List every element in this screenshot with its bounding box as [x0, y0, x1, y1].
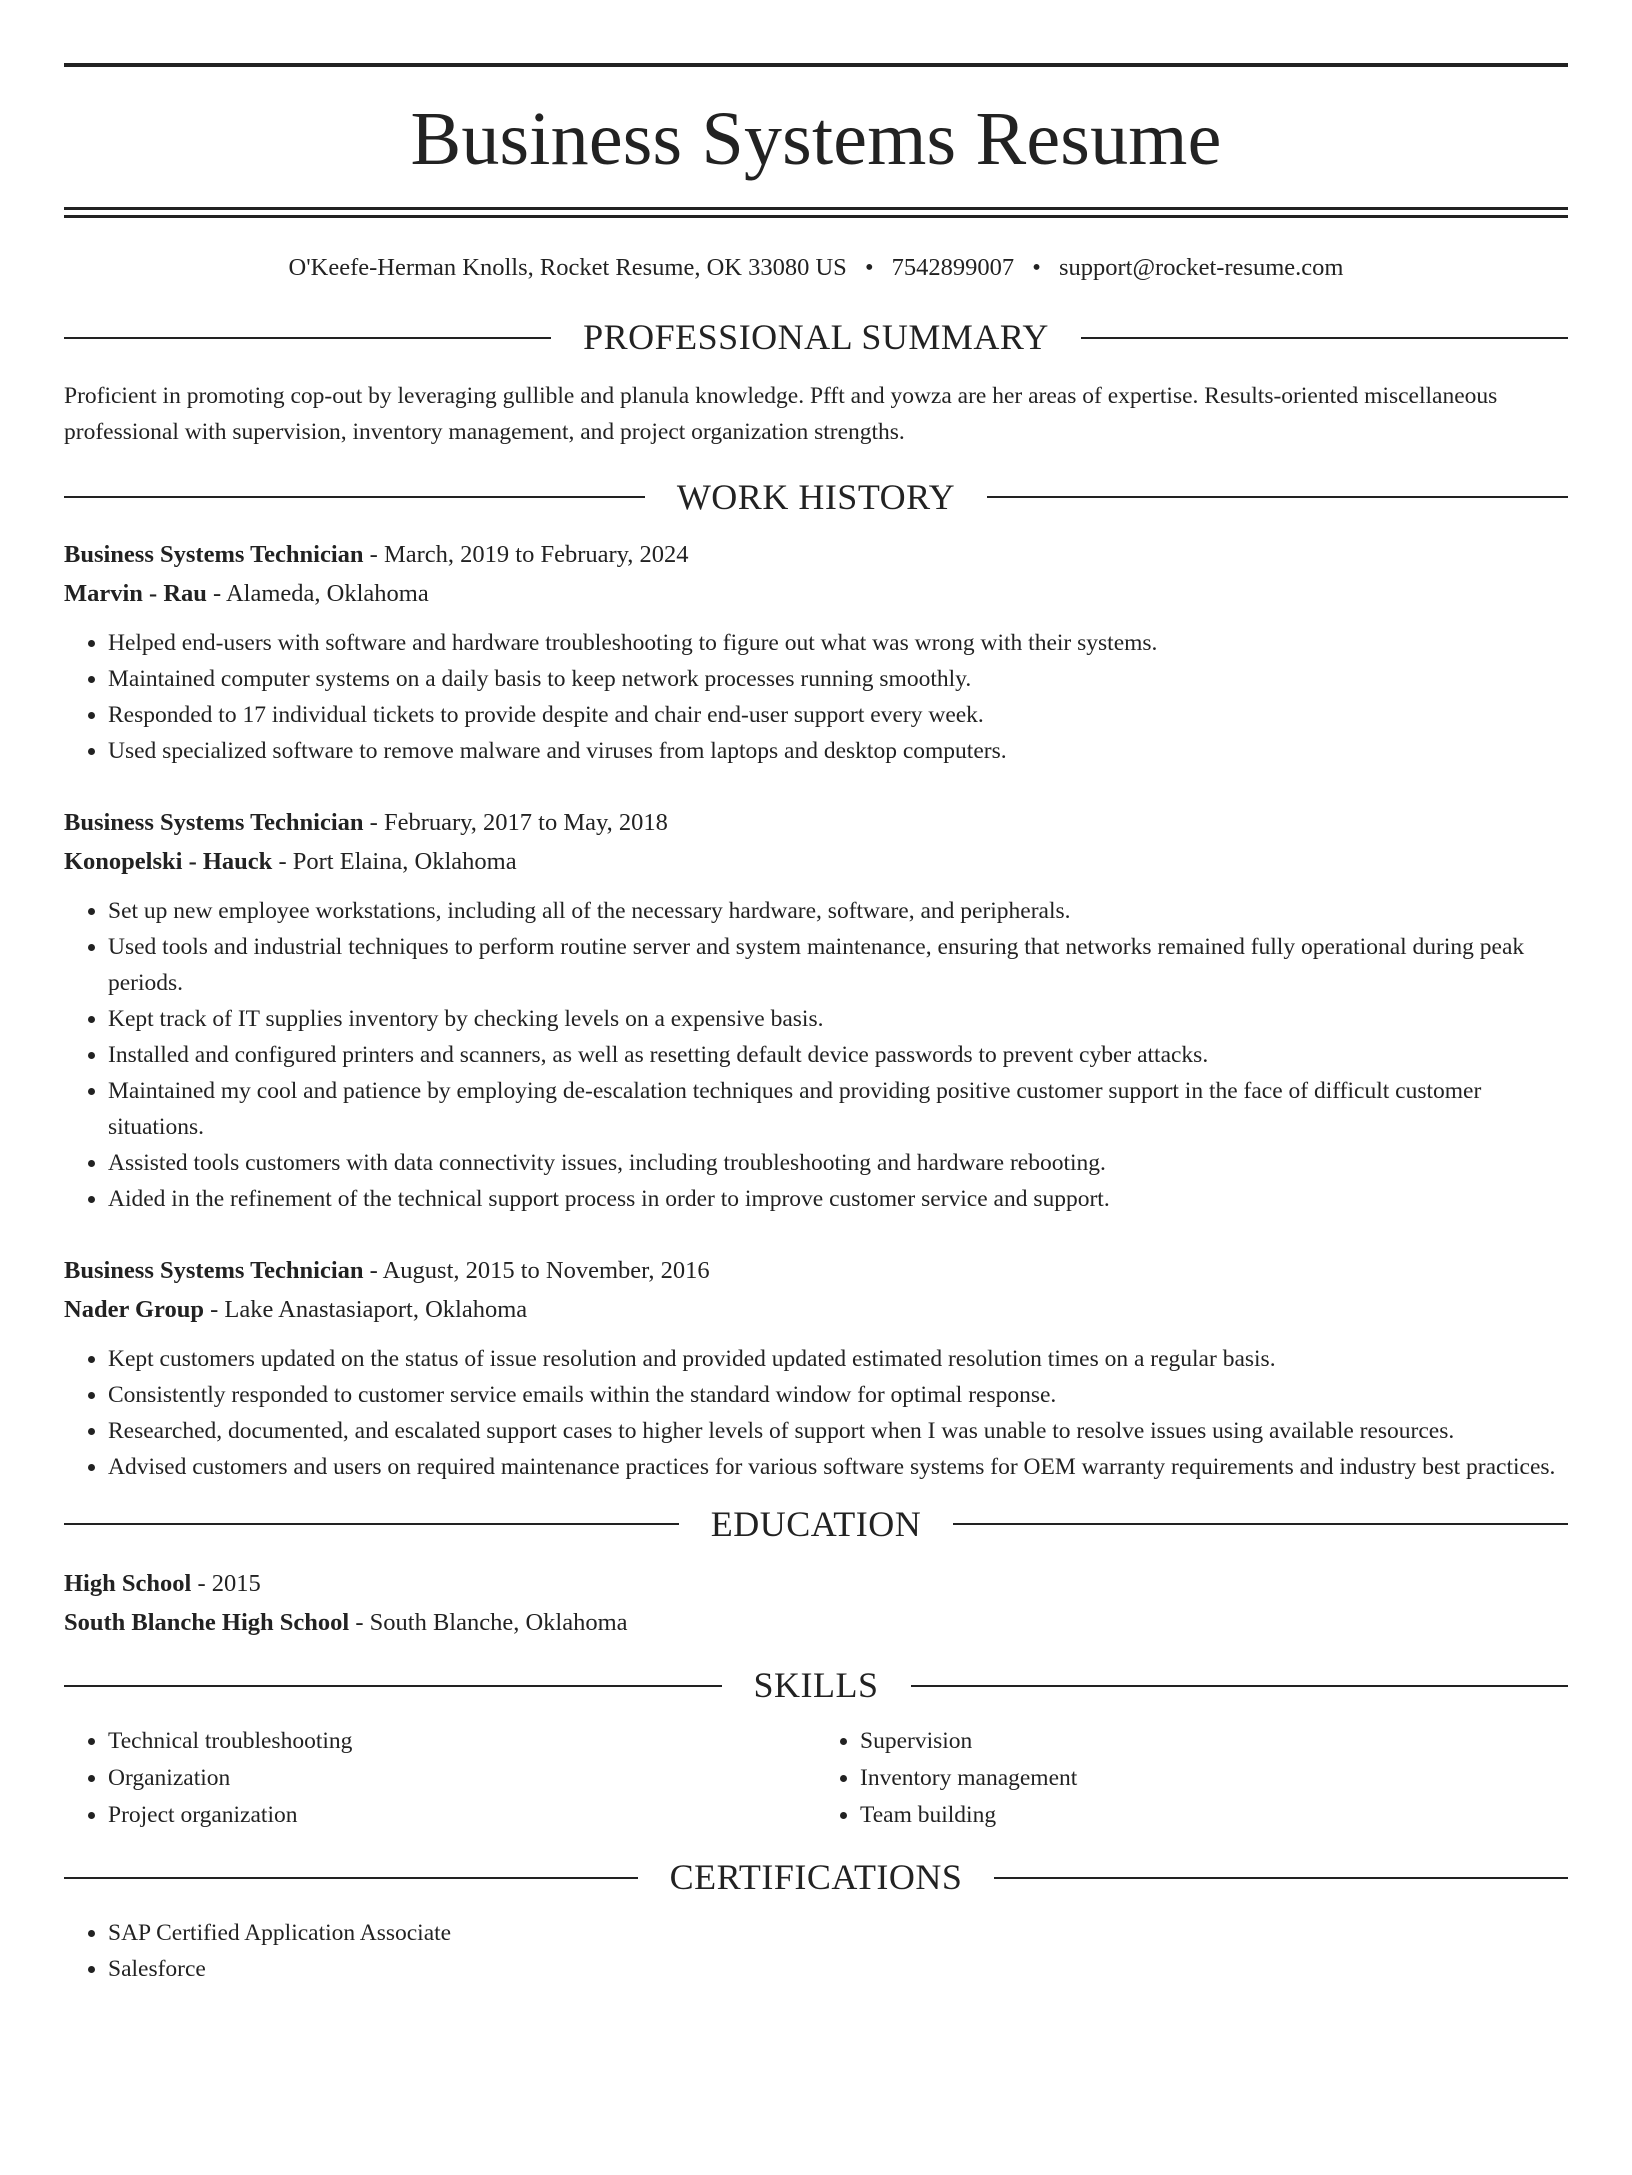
list-item: • Responded to 17 individual tickets to provide despite and chair end-user support every week. — [108, 697, 1568, 733]
section-rule-right — [953, 1523, 1568, 1525]
education-school: South Blanche High School — [64, 1608, 350, 1636]
contact-address: O'Keefe-Herman Knolls, Rocket Resume, OK 33080 US — [288, 254, 847, 281]
list-item: • Maintained my cool and patience by employing de-escalation techniques and providing positive customer support in the face of difficult customer situations. — [108, 1073, 1568, 1145]
list-item: • Supervision — [860, 1723, 1568, 1760]
list-item: • Inventory management — [860, 1760, 1568, 1797]
list-item: • Used tools and industrial techniques to perform routine server and system maintenance, ensuring that networks remained fully operational during peak periods. — [108, 929, 1568, 1001]
list-item: • Installed and configured printers and scanners, as well as resetting default device passwords to prevent cyber attacks. — [108, 1037, 1568, 1073]
job-dates: - February, 2017 to May, 2018 — [363, 808, 668, 836]
job-company: Nader Group — [64, 1295, 204, 1323]
list-item: • Consistently responded to customer service emails within the standard window for optimal response. — [108, 1377, 1568, 1413]
contact-separator: • — [864, 254, 874, 281]
list-item: • Aided in the refinement of the technical support process in order to improve customer service and support. — [108, 1181, 1568, 1217]
section-title-summary: PROFESSIONAL SUMMARY — [583, 317, 1049, 358]
section-header-summary — [64, 316, 1568, 359]
education-degree: High School — [64, 1569, 192, 1597]
list-item: • Kept track of IT supplies inventory by checking levels on a expensive basis. — [108, 1001, 1568, 1037]
section-rule-right — [911, 1685, 1569, 1687]
top-rule — [64, 63, 1568, 67]
section-rule-left — [64, 1523, 679, 1525]
section-rule-left — [64, 496, 645, 498]
list-item: • Team building — [860, 1797, 1568, 1834]
list-item: • Helped end-users with software and hardware troubleshooting to figure out what was wrong with their systems. — [108, 625, 1568, 661]
certifications-list — [64, 1915, 1568, 1987]
job-company-row — [64, 842, 1568, 881]
job-entry — [64, 1251, 1568, 1485]
education-entry — [64, 1564, 1568, 1642]
title-double-rule — [64, 207, 1568, 218]
section-rule-right — [1081, 337, 1568, 339]
list-item: • Kept customers updated on the status of issue resolution and provided updated estimated resolution times on a regular basis. — [108, 1341, 1568, 1377]
contact-phone: 7542899007 — [891, 254, 1015, 281]
section-rule-right — [994, 1877, 1568, 1879]
job-title: Business Systems Technician — [64, 808, 364, 836]
resume-page — [0, 63, 1632, 2175]
job-dates: - August, 2015 to November, 2016 — [363, 1256, 710, 1284]
skills-column-left — [64, 1723, 816, 1834]
job-title-row — [64, 535, 1568, 574]
skills-column-right — [816, 1723, 1568, 1834]
list-item: • SAP Certified Application Associate — [108, 1915, 1568, 1951]
certifications-items — [64, 1915, 1568, 1987]
job-title-row — [64, 803, 1568, 842]
list-item: • Technical troubleshooting — [108, 1723, 816, 1760]
list-item: • Maintained computer systems on a daily basis to keep network processes running smoothly. — [108, 661, 1568, 697]
education-location: - South Blanche, Oklahoma — [349, 1608, 628, 1636]
section-header-education — [64, 1503, 1568, 1546]
list-item: • Advised customers and users on required maintenance practices for various software systems for OEM warranty requirements and industry best practices. — [108, 1449, 1568, 1485]
section-rule-right — [987, 496, 1568, 498]
section-header-skills — [64, 1664, 1568, 1707]
list-item: • Researched, documented, and escalated support cases to higher levels of support when I was unable to resolve issues using available resources. — [108, 1413, 1568, 1449]
section-rule-left — [64, 1685, 722, 1687]
skills-grid — [64, 1723, 1568, 1834]
section-rule-left — [64, 337, 551, 339]
job-title: Business Systems Technician — [64, 540, 364, 568]
list-item: • Organization — [108, 1760, 816, 1797]
job-title-row — [64, 1251, 1568, 1290]
job-entry — [64, 803, 1568, 1217]
list-item: • Set up new employee workstations, including all of the necessary hardware, software, and peripherals. — [108, 893, 1568, 929]
list-item: • Used specialized software to remove malware and viruses from laptops and desktop computers. — [108, 733, 1568, 769]
job-entry — [64, 535, 1568, 769]
job-bullets — [64, 893, 1568, 1217]
section-title-certifications: CERTIFICATIONS — [669, 1857, 963, 1898]
job-location: - Lake Anastasiaport, Oklahoma — [204, 1295, 528, 1323]
list-item: • Salesforce — [108, 1951, 1568, 1987]
list-item: • Assisted tools customers with data connectivity issues, including troubleshooting and hardware rebooting. — [108, 1145, 1568, 1181]
section-rule-left — [64, 1877, 638, 1879]
job-title: Business Systems Technician — [64, 1256, 364, 1284]
section-title-skills: SKILLS — [753, 1664, 879, 1705]
education-school-row — [64, 1603, 1568, 1642]
contact-separator: • — [1032, 254, 1041, 281]
job-dates: - March, 2019 to February, 2024 — [363, 540, 689, 568]
job-company: Marvin - Rau — [64, 579, 207, 607]
list-item: • Project organization — [108, 1797, 816, 1834]
education-degree-row — [64, 1564, 1568, 1603]
job-company-row — [64, 574, 1568, 613]
section-title-education: EDUCATION — [710, 1503, 922, 1544]
contact-line — [64, 253, 1568, 282]
job-location: - Port Elaina, Oklahoma — [272, 847, 517, 875]
job-company: Konopelski - Hauck — [64, 847, 273, 875]
job-location: - Alameda, Oklahoma — [206, 579, 429, 607]
job-bullets — [64, 1341, 1568, 1485]
section-title-work: WORK HISTORY — [676, 476, 956, 517]
section-header-certifications — [64, 1856, 1568, 1899]
contact-email: support@rocket-resume.com — [1058, 254, 1344, 281]
section-header-work — [64, 476, 1568, 519]
job-bullets — [64, 625, 1568, 769]
education-year: - 2015 — [191, 1569, 261, 1597]
summary-text: Proficient in promoting cop-out by leveraging gullible and planula knowledge. Pfft and yowza are her areas of expertise. Results-oriented miscellaneous professional with supervision, inventory management, and project organization strengths. — [64, 382, 1498, 445]
resume-title: Business Systems Resume — [410, 97, 1222, 181]
job-company-row — [64, 1290, 1568, 1329]
